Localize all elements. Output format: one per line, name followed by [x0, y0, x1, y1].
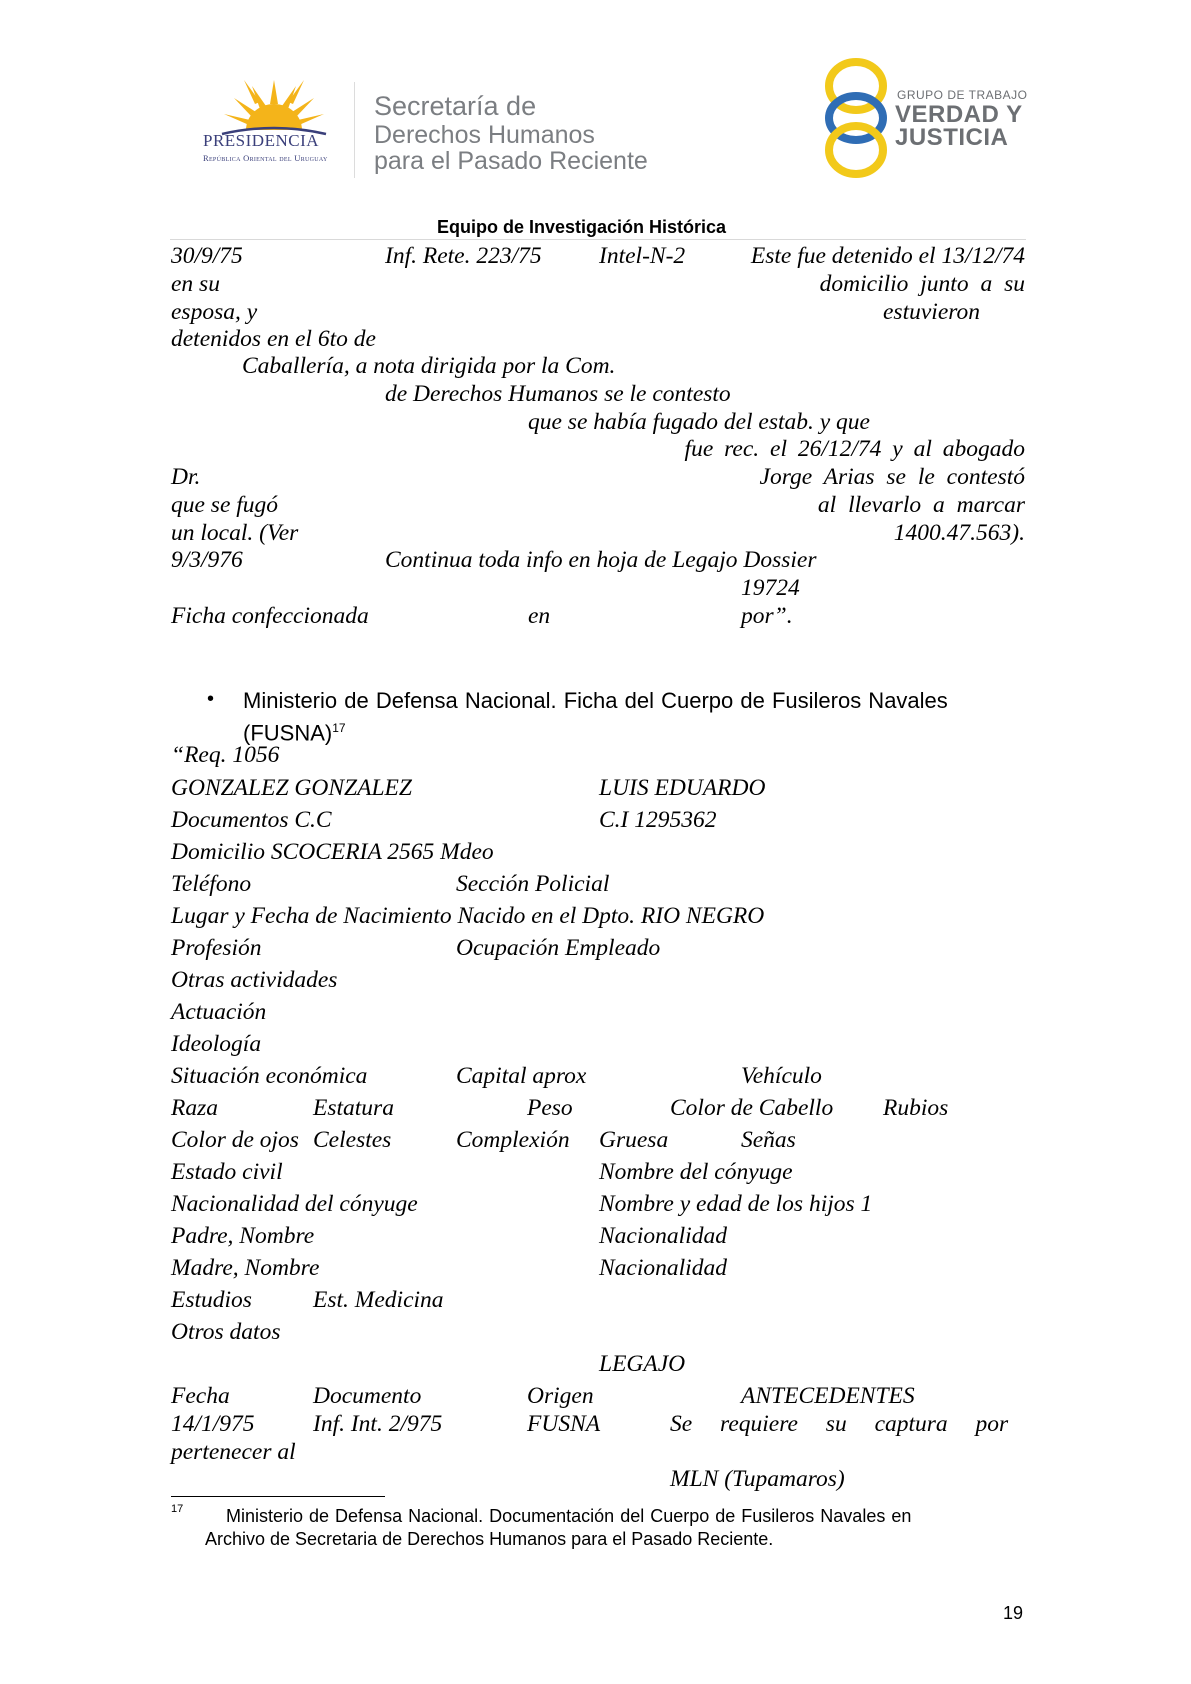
ficha-ideologia: Ideología: [171, 1031, 262, 1057]
ficha-otras: Otras actividades: [171, 967, 338, 993]
header-rule: [170, 239, 1026, 240]
ficha-hijos: Nombre y edad de los hijos 1: [599, 1191, 873, 1217]
ficha-estatura: Estatura: [313, 1095, 394, 1121]
record-text-line: Dr.: [171, 464, 201, 490]
ficha-madre: Madre, Nombre: [171, 1255, 320, 1281]
footnote-number: 17: [171, 1503, 184, 1515]
presidencia-subtitle: República Oriental del Uruguay: [203, 153, 328, 163]
ficha-lugar: Lugar y Fecha de Nacimiento Nacido en el Dpto. RIO NEGRO: [171, 903, 765, 929]
grupo-line1: GRUPO DE TRABAJO: [897, 88, 1028, 102]
footnote-rule: [171, 1496, 385, 1497]
record-text-line: por”.: [741, 603, 793, 629]
grupo-line2: VERDAD Y: [895, 101, 1023, 128]
ficha-domicilio: Domicilio SCOCERIA 2565 Mdeo: [171, 839, 494, 865]
ficha-padre: Padre, Nombre: [171, 1223, 315, 1249]
bullet-icon: •: [207, 688, 215, 710]
rings-emblem-icon: [820, 56, 892, 180]
legajo-col-antecedentes: ANTECEDENTES: [741, 1383, 915, 1409]
ficha-capital: Capital aprox: [456, 1063, 587, 1089]
legajo-row-fecha: 14/1/975: [171, 1411, 255, 1437]
record-text-line: Este fue detenido el 13/12/74: [750, 243, 1025, 269]
grupo-line3: JUSTICIA: [895, 124, 1009, 151]
ficha-telefono: Teléfono: [171, 871, 252, 897]
record-text-line: que se fugó: [171, 492, 279, 518]
record-origin: Intel-N-2: [599, 243, 686, 269]
ficha-nac-padre: Nacionalidad: [599, 1223, 727, 1249]
legajo-row-text: pertenecer al: [171, 1439, 296, 1465]
ficha-peso: Peso: [527, 1095, 573, 1121]
legajo-heading: LEGAJO: [599, 1351, 686, 1377]
ficha-ci: C.I 1295362: [599, 807, 717, 833]
record-text-line: Ficha confeccionada: [171, 603, 369, 629]
record-text-line: esposa, y: [171, 299, 258, 325]
legajo-col-fecha: Fecha: [171, 1383, 230, 1409]
footnote-ref: 17: [332, 721, 346, 735]
ficha-nombre-conyuge: Nombre del cónyuge: [599, 1159, 793, 1185]
ficha-rubios: Rubios: [883, 1095, 949, 1121]
presidencia-name: PRESIDENCIA: [203, 131, 320, 150]
record-text-line: estuvieron: [883, 299, 981, 325]
bullet-text-fusna: (FUSNA): [243, 720, 333, 746]
record-text-line: en: [528, 603, 551, 629]
ficha-estado-civil: Estado civil: [171, 1159, 283, 1185]
record-text-line: 1400.47.563).: [893, 520, 1025, 546]
ficha-seccion: Sección Policial: [456, 871, 610, 897]
ficha-color-cabello: Color de Cabello: [670, 1095, 834, 1121]
ficha-actuacion: Actuación: [171, 999, 267, 1025]
record-date: 30/9/75: [171, 243, 243, 269]
ficha-estudios: Estudios: [171, 1287, 252, 1313]
legajo-row-documento: Inf. Int. 2/975: [313, 1411, 443, 1437]
record-text-line: un local. (Ver: [171, 520, 299, 546]
ficha-otros-datos: Otros datos: [171, 1319, 281, 1345]
legajo-col-documento: Documento: [313, 1383, 422, 1409]
footnote-line2: Archivo de Secretaria de Derechos Humanos para el Pasado Reciente.: [205, 1529, 774, 1549]
ficha-raza: Raza: [171, 1095, 218, 1121]
ficha-profesion: Profesión: [171, 935, 262, 961]
ficha-situacion: Situación económica: [171, 1063, 368, 1089]
legajo-row-text: MLN (Tupamaros): [670, 1466, 845, 1492]
ficha-apellidos: GONZALEZ GONZALEZ: [171, 775, 412, 801]
legajo-row-origen: FUSNA: [527, 1411, 601, 1437]
ficha-gruesa: Gruesa: [599, 1127, 669, 1153]
bullet-text: Ministerio de Defensa Nacional. Ficha del Cuerpo de Fusileros Navales: [243, 688, 948, 713]
ficha-ocupacion: Ocupación Empleado: [456, 935, 661, 961]
team-title: Equipo de Investigación Histórica: [437, 217, 727, 237]
ficha-color-ojos: Color de ojos: [171, 1127, 299, 1153]
ficha-vehiculo: Vehículo: [741, 1063, 822, 1089]
page-number: 19: [1003, 1603, 1024, 1623]
record-text-line: Caballería, a nota dirigida por la Com.: [242, 353, 616, 379]
ficha-nac-conyuge: Nacionalidad del cónyuge: [171, 1191, 418, 1217]
ficha-complexion: Complexión: [456, 1127, 570, 1153]
secretaria-line3: para el Pasado Reciente: [374, 147, 648, 175]
record-text-line: al llevarlo a marcar: [817, 492, 1025, 518]
record-text-line: que se había fugado del estab. y que: [528, 409, 870, 435]
ficha-req: “Req. 1056: [171, 742, 280, 768]
ficha-nac-madre: Nacionalidad: [599, 1255, 727, 1281]
record-text-line: en su: [171, 271, 220, 297]
secretaria-line1: Secretaría de: [374, 91, 537, 121]
record-date: 9/3/976: [171, 547, 243, 573]
record-document: Inf. Rete. 223/75: [385, 243, 542, 269]
ficha-documentos: Documentos C.C: [171, 807, 332, 833]
ficha-senas: Señas: [741, 1127, 796, 1153]
ficha-est-medicina: Est. Medicina: [313, 1287, 444, 1313]
record-text-line: fue rec. el 26/12/74 y al abogado: [684, 436, 1025, 462]
record-text-line: detenidos en el 6to de: [171, 326, 376, 352]
record-text-line: Jorge Arias se le contestó: [759, 464, 1025, 490]
ficha-nombres: LUIS EDUARDO: [599, 775, 766, 801]
footnote-line1: Ministerio de Defensa Nacional. Documentación del Cuerpo de Fusileros Navales en: [226, 1506, 912, 1526]
record-text-line: domicilio junto a su: [819, 271, 1025, 297]
record-text-line: de Derechos Humanos se le contesto: [385, 381, 731, 407]
record-text-line: 19724: [741, 575, 800, 601]
secretaria-line2: Derechos Humanos: [374, 121, 595, 149]
record-text-line: Continua toda info en hoja de Legajo Dossier: [385, 547, 817, 573]
logo-divider: [354, 82, 355, 178]
legajo-row-text: Se requiere su captura por: [670, 1411, 1009, 1437]
legajo-col-origen: Origen: [527, 1383, 594, 1409]
ficha-celestes: Celestes: [313, 1127, 392, 1153]
